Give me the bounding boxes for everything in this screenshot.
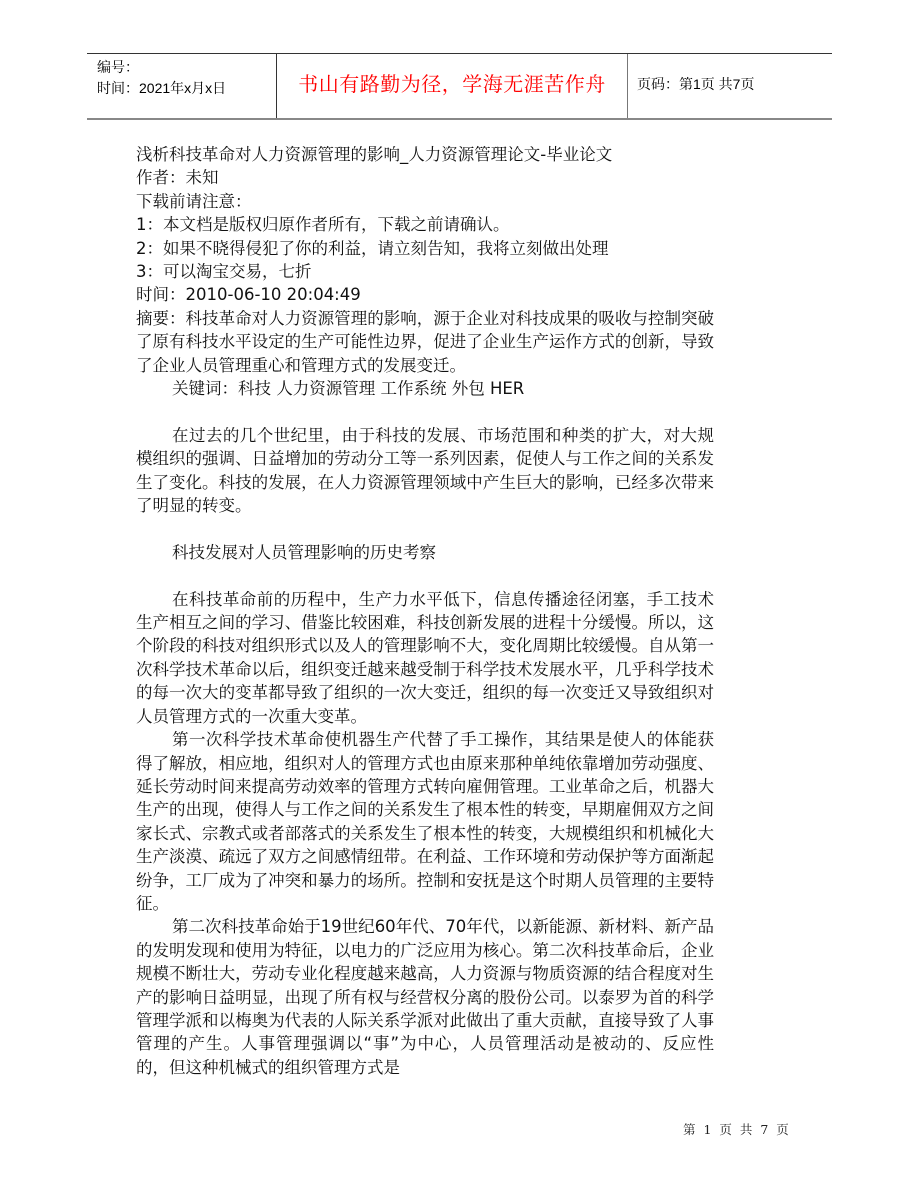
section-heading: 科技发展对人员管理影响的历史考察 xyxy=(172,542,436,562)
notice-heading: 下载前请注意： xyxy=(136,191,252,211)
blank-line xyxy=(136,400,714,423)
page-info: 页码：第1页 共7页 xyxy=(637,76,755,92)
keywords-line: 关键词：科技 人力资源管理 工作系统 外包 HER xyxy=(172,379,525,399)
header-meta-cell xyxy=(87,54,277,118)
notice-item: 1：本文档是版权归原作者所有，下载之前请确认。 xyxy=(136,215,510,235)
body-paragraph: 在科技革命前的历程中，生产力水平低下，信息传播途径闭塞，手工技术生产相互之间的学习、借鉴比较困难，科技创新发展的进程十分缓慢。所以，这个阶段的科技对组织形式以及人的管理影响不大，变化周期比较缓慢。自从第一次科学技术革命以后，组织变迁越来越受制于科学技术发展水平，几乎科学技术的每一次大的变革都导致了组织的一次大变迁，组织的每一次变迁又导致组织对人员管理方式的一次重大变革。 xyxy=(136,589,714,726)
body-paragraph: 第一次科学技术革命使机器生产代替了手工操作，其结果是使人的体能获得了解放，相应地，组织对人的管理方式也由原来那种单纯依靠增加劳动强度、延长劳动时间来提高劳动效率的管理方式转向雇佣管理。工业革命之后，机器大生产的出现，使得人与工作之间的关系发生了根本性的转变，早期雇佣双方之间家长式、宗教式或者部落式的关系发生了根本性的转变，大规模组织和机械化大生产淡漠、疏远了双方之间感情纽带。在利益、工作环境和劳动保护等方面渐起纷争，工厂成为了冲突和暴力的场所。控制和安抚是这个时期人员管理的主要特征。 xyxy=(136,730,714,913)
header-motto-cell xyxy=(277,54,628,118)
motto-text: 书山有路勤为径，学海无涯苦作舟 xyxy=(298,73,606,96)
notice-item: 2：如果不晓得侵犯了你的利益，请立刻告知，我将立刻做出处理 xyxy=(136,238,609,258)
blank-line xyxy=(136,517,714,540)
abstract-paragraph: 摘要：科技革命对人力资源管理的影响，源于企业对科技成果的吸收与控制突破了原有科技水平设定的生产可能性边界，促进了企业生产运作方式的创新，导致了企业人员管理重心和管理方式的发展变迁。 xyxy=(136,308,714,375)
serial-label: 编号： xyxy=(97,59,139,75)
date-label: 时间：2021年x月x日 xyxy=(97,80,227,96)
blank-line xyxy=(136,564,714,587)
document-body xyxy=(136,143,714,1079)
header-page-cell xyxy=(628,54,832,118)
document-title: 浅析科技革命对人力资源管理的影响_人力资源管理论文-毕业论文 xyxy=(136,145,613,164)
notice-item: 3：可以淘宝交易，七折 xyxy=(136,262,312,282)
author-line: 作者：未知 xyxy=(136,168,219,188)
intro-paragraph: 在过去的几个世纪里，由于科技的发展、市场范围和种类的扩大，对大规模组织的强调、日益增加的劳动分工等一系列因素，促使人与工作之间的关系发生了变化。科技的发展，在人力资源管理领域中产生巨大的影响，已经多次带来了明显的转变。 xyxy=(136,425,714,516)
timestamp-line: 时间：2010-06-10 20:04:49 xyxy=(136,285,361,305)
footer-page-number: 第 1 页 共 7 页 xyxy=(683,1122,791,1137)
body-paragraph: 第二次科技革命始于19世纪60年代、70年代，以新能源、新材料、新产品的发明发现和使用为特征，以电力的广泛应用为核心。第二次科技革命后，企业规模不断壮大，劳动专业化程度越来越高，人力资源与物质资源的结合程度对生产的影响日益明显，出现了所有权与经营权分离的股份公司。以泰罗为首的科学管理学派和以梅奥为代表的人际关系学派对此做出了重大贡献，直接导致了人事管理的产生。人事管理强调以“事”为中心，人员管理活动是被动的、反应性的，但这种机械式的组织管理方式是 xyxy=(136,917,714,1077)
header-table xyxy=(87,53,832,120)
